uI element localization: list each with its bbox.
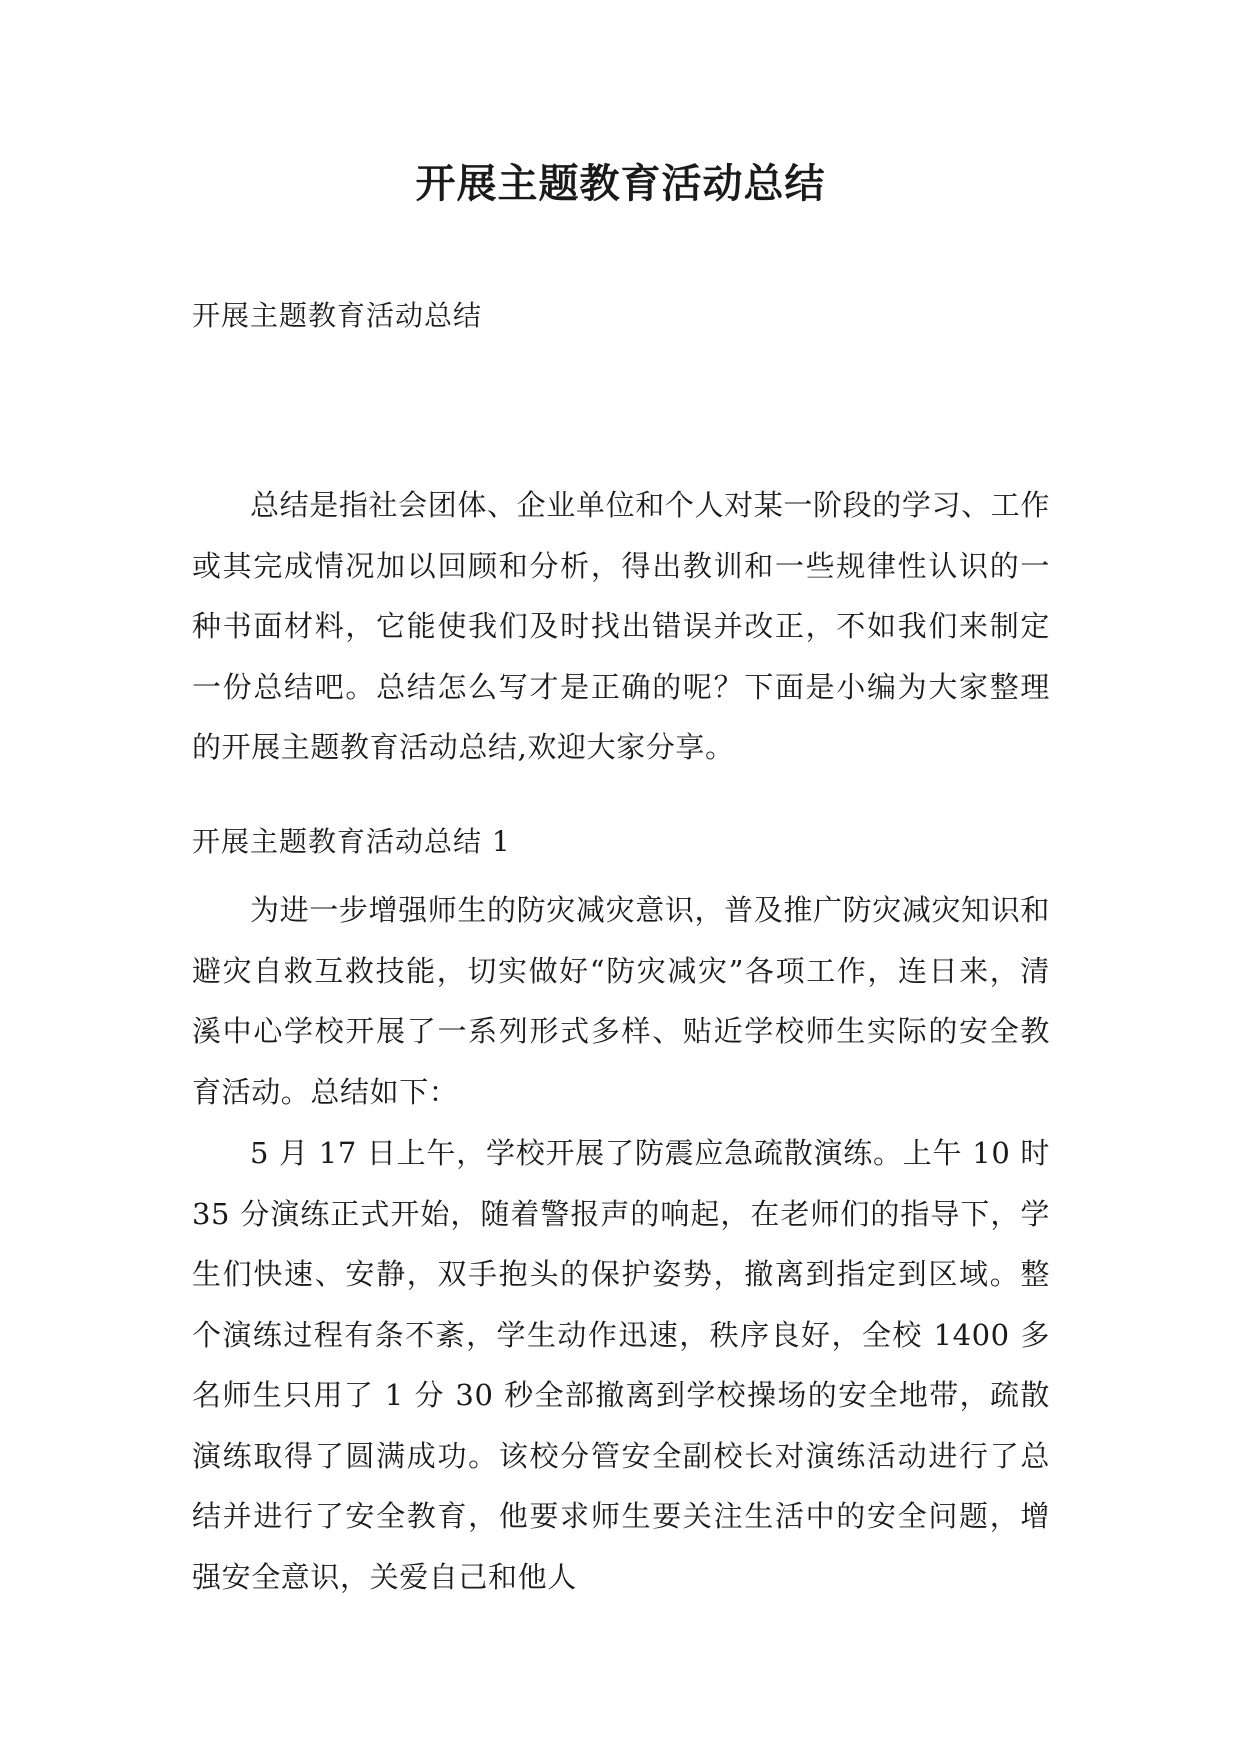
- section-paragraph: 5 月 17 日上午，学校开展了防震应急疏散演练。上午 10 时 35 分演练正式开始，随着警报声的响起，在老师们的指导下，学生们快速、安静，双手抱头的保护姿势，撤离到指定到区域。整个演练过程有条不紊，学生动作迅速，秩序良好，全校 1400 多名师生只用了 1 分 30 秒全部撤离到学校操场的安全地带，疏散演练取得了圆满成功。该校分管安全副校长对演练活动进行了总结并进行了安全教育，他要求师生要关注生活中的安全问题，增强安全意识，关爱自己和他人: [192, 1136, 1050, 1594]
- document-title: 开展主题教育活动总结: [415, 161, 826, 207]
- document-subtitle: 开展主题教育活动总结: [192, 299, 483, 332]
- intro-paragraph: 总结是指社会团体、企业单位和个人对某一阶段的学习、工作或其完成情况加以回顾和分析，得出教训和一些规律性认识的一种书面材料，它能使我们及时找出错误并改正，不如我们来制定一份总结吧。总结怎么写才是正确的呢？下面是小编为大家整理的开展主题教育活动总结,欢迎大家分享。: [192, 488, 1050, 764]
- section-paragraph: 为进一步增强师生的防灾减灾意识，普及推广防灾减灾知识和避灾自救互救技能，切实做好“防灾减灾”各项工作，连日来，清溪中心学校开展了一系列形式多样、贴近学校师生实际的安全教育活动。总结如下：: [192, 893, 1050, 1109]
- section-heading: 开展主题教育活动总结 1: [192, 825, 511, 858]
